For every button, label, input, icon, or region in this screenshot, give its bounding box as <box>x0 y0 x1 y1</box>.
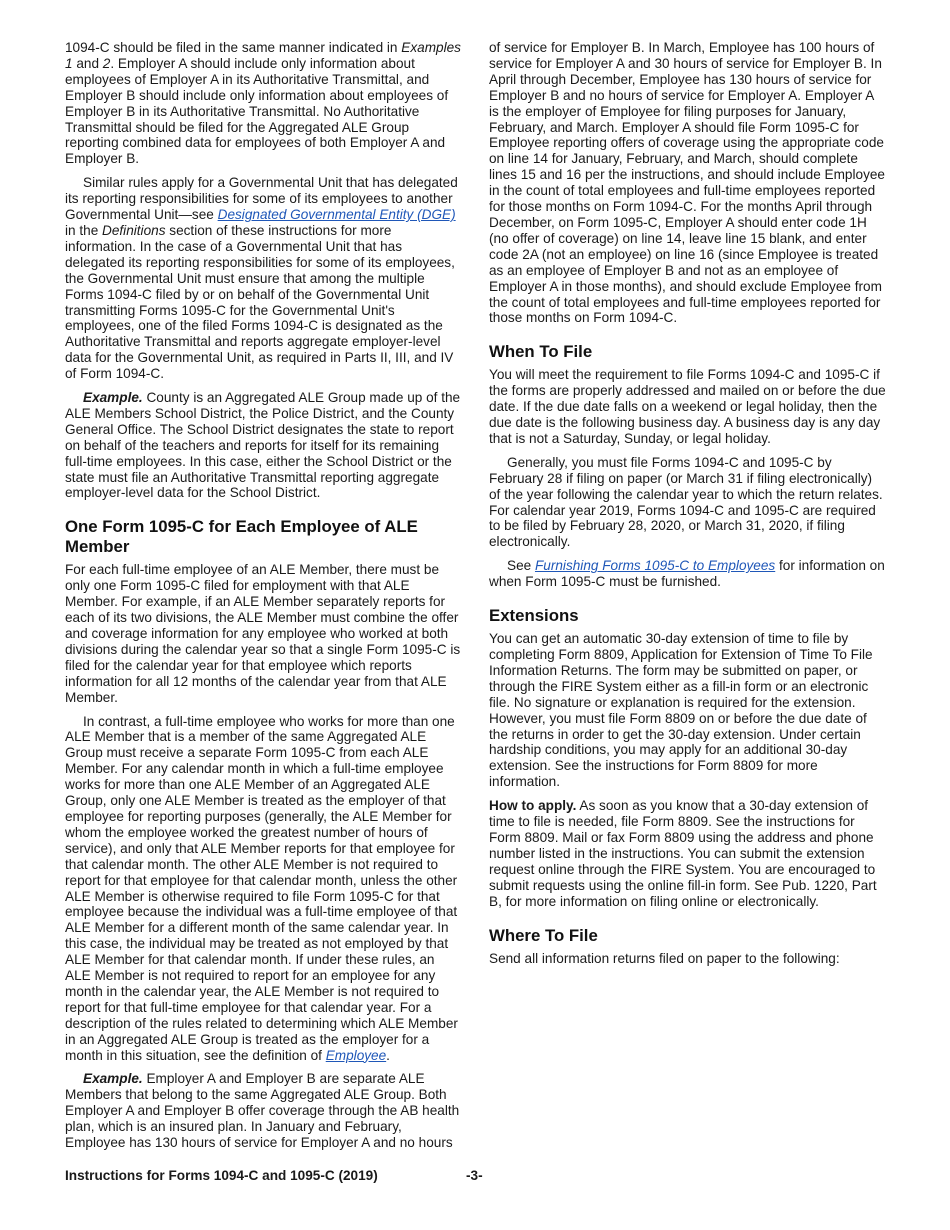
paragraph: of service for Employer B. In March, Employee has 100 hours of service for Employer A and 30 hours of service for Employer B. In April through December, Employee has 130 hours of service for Employer B and no hours of service for Employer A. Employer A is the employer of Employee for filing purposes for January, February, and March. Employer A should file Form 1095-C for Employee reporting offers of coverage using the appropriate code on line 14 for January, February, and March, should complete lines 15 and 16 per the instructions, and should include Employee in the count of total employees and full-time employees reported for those months on Form 1094-C. For the months April through December, on Form 1095-C, Employer A should enter code 1H (no offer of coverage) on line 14, leave line 15 blank, and enter code 2A (not an employee) on line 16 (since Employee is treated as an employee of Employer B and not as an employee of Employer A in those months), and should exclude Employee from the count of total employees and full-time employees reported for those months on Form 1094-C. <box>489 40 885 326</box>
paragraph: In contrast, a full-time employee who works for more than one ALE Member that is a member of the same Aggregated ALE Group must receive a separate Form 1095-C from each ALE Member. For any calendar month in which a full-time employee works for more than one ALE Member of an Aggregated ALE Group, only one ALE Member is treated as the employer of that employee for reporting purposes (generally, the ALE Member for whom the employee worked the greatest number of hours of service), and only that ALE Member reports for that employee for that calendar month. The other ALE Member is not required to report for that employee for that calendar month, unless the other ALE Member is otherwise required to file Form 1095-C for that employee because the individual was a full-time employee of that ALE Member for a different month of the same calendar year. In this case, the individual may be treated as not employed by that ALE Member for that calendar month. If under these rules, an ALE Member is not required to report for an employee for any month in the calendar year, the ALE Member is not required to report for that full-time employee for that calendar year. For a description of the rules related to determining which ALE Member in an Aggregated ALE Group is treated as the employer for a month in this situation, see the definition of Employee. <box>65 713 458 1063</box>
example-paragraph: Example. County is an Aggregated ALE Group made up of the ALE Members School District, the Police District, and the County General Office. The School District designates the state to report on behalf of the teachers and reports for itself for its remaining full-time employees. In this case, either the School District or the state must file an Authoritative Transmittal reporting aggregate employer-level data for the School District. <box>65 390 461 501</box>
footer-title: Instructions for Forms 1094-C and 1095-C (2019) <box>65 1168 378 1183</box>
example-label: Example. <box>83 1071 143 1087</box>
paragraph: Send all information returns filed on paper to the following: <box>489 950 840 966</box>
section-heading: Where To File <box>489 925 598 945</box>
paragraph: You can get an automatic 30-day extension of time to file by completing Form 8809, Application for Extension of Time To File Information Returns. The form may be submitted on paper, or through the FIRE System either as a fill-in form or an electronic file. No signature or explanation is required for the extension. However, you must file Form 8809 on or before the due date of the returns in order to get the 30-day extension. Under certain hardship conditions, you may apply for an additional 30-day extension. See the instructions for Form 8809 for more information. <box>489 631 873 790</box>
paragraph: You will meet the requirement to file Forms 1094-C and 1095-C if the forms are properly addressed and mailed on or before the due date. If the due date falls on a weekend or legal holiday, then the due date is the following business day. A business day is any day that is not a Saturday, Sunday, or legal holiday. <box>489 367 886 446</box>
how-to-apply-label: How to apply. <box>489 798 577 814</box>
paragraph: For each full-time employee of an ALE Member, there must be only one Form 1095-C filed for employment with that ALE Member. For example, if an ALE Member separately reports for each of its two divisions, the ALE Member must combine the offer and coverage information for any employee who worked at both divisions during the calendar year so that a single Form 1095-C is filed for the calendar year for that employee which reports information for all 12 months of the calendar year from that ALE Member. <box>65 562 461 705</box>
example-reference: Examples 1 <box>65 40 461 71</box>
paragraph: Generally, you must file Forms 1094-C and 1095-C by February 28 if filing on paper (or March 31 if filing electronically) of the year following the calendar year to which the return relates. For calendar year 2019, Forms 1094-C and 1095-C are required to be filed by February 28, 2020, or March 31, 2020, if filing electronically. <box>489 454 883 550</box>
dge-link[interactable]: Designated Governmental Entity (DGE) <box>217 207 456 223</box>
paragraph: Similar rules apply for a Governmental Unit that has delegated its reporting responsibilities for some of its employees to another Governmental Unit—see Designated Governmental Entity (DGE) in the Definitions section of these instructions for more information. In the case of a Governmental Unit that has delegated its reporting responsibilities for some of its employees, the Governmental Unit must ensure that among the multiple Forms 1094-C filed by or on behalf of the Governmental Unit transmitting Forms 1095-C for the Governmental Unit's employees, one of the filed Forms 1094-C is designated as the Authoritative Transmittal and reports aggregate employer-level data for the Governmental Unit, as required in Parts II, III, and IV of Form 1094-C. <box>65 175 458 382</box>
example-label: Example. <box>83 390 143 406</box>
page-footer <box>65 1168 885 1183</box>
section-heading: Extensions <box>489 606 579 626</box>
example-reference: 2 <box>102 55 111 71</box>
page-number: -3- <box>466 1168 483 1183</box>
left-column <box>65 40 462 1159</box>
paragraph: How to apply. As soon as you know that a 30-day extension of time to file is needed, file Form 8809. See the instructions for Form 8809. Mail or fax Form 8809 using the address and phone number listed in the instructions. You can submit the extension request online through the FIRE System. You are encouraged to submit requests using the online fill-in form. See Pub. 1220, Part B, for more information on filing online or electronically. <box>489 798 877 909</box>
paragraph: See Furnishing Forms 1095-C to Employees for information on when Form 1095-C must be furnished. <box>489 558 885 590</box>
furnishing-forms-link[interactable]: Furnishing Forms 1095-C to Employees <box>534 558 776 574</box>
right-column <box>489 40 886 974</box>
section-heading: One Form 1095-C for Each Employee of ALE Member <box>65 517 418 557</box>
section-heading: When To File <box>489 342 593 362</box>
example-paragraph: Example. Employer A and Employer B are separate ALE Members that belong to the same Aggregated ALE Group. Both Employer A and Employer B offer coverage through the AB health plan, which is an insured plan. In January and February, Employee has 130 hours of service for Employer A and no hours <box>65 1071 460 1151</box>
paragraph: 1094-C should be filed in the same manner indicated in Examples 1 and 2. Employer A should include only information about employees of Employer A in its Authoritative Transmittal, and Employer B should include only information about employees of Employer B in its Authoritative Transmittal. No Authoritative Transmittal should be filed for the Aggregated ALE Group reporting combined data for employees of both Employer A and Employer B. <box>65 40 461 167</box>
employee-link[interactable]: Employee <box>325 1047 387 1063</box>
